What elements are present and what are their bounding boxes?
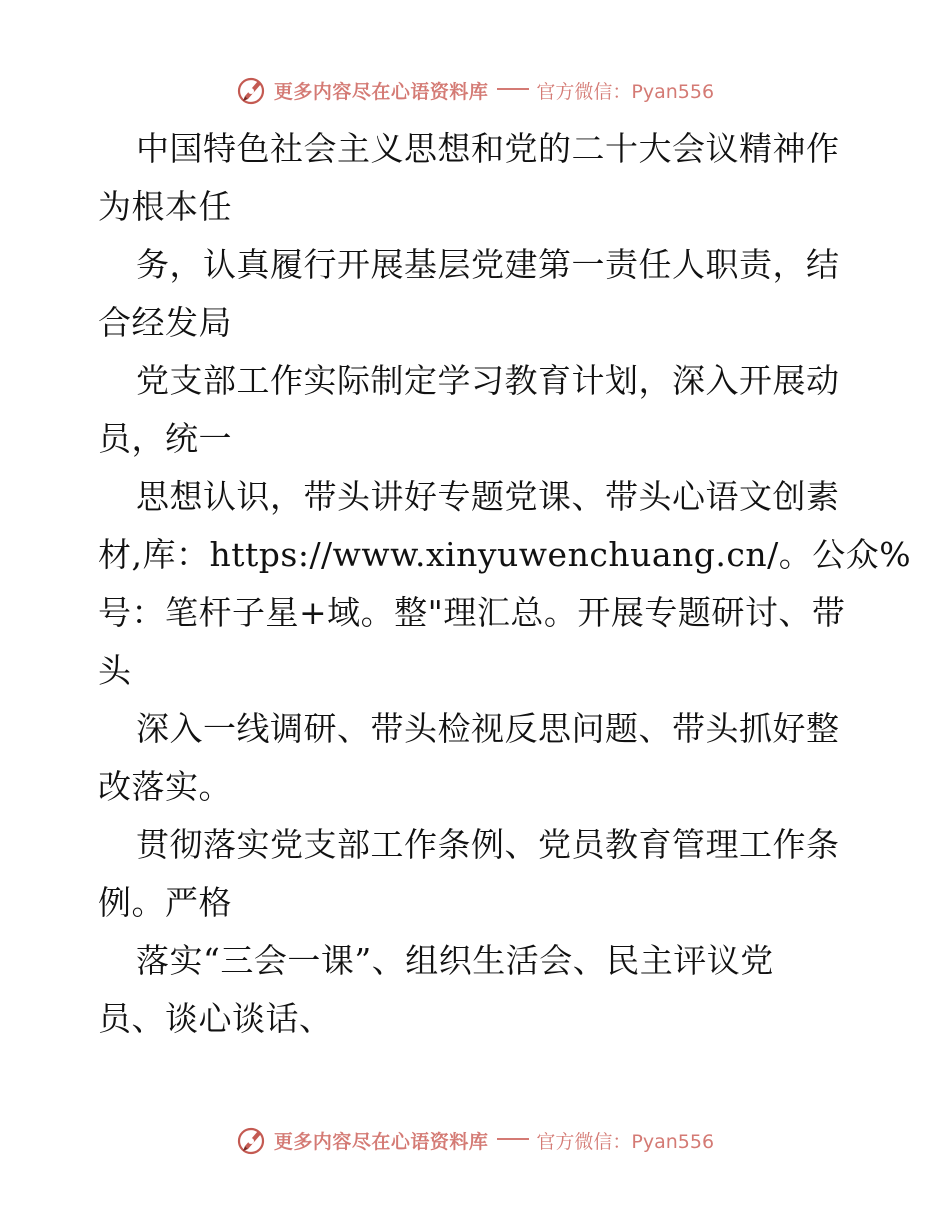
body-line: 落实“三会一课”、组织生活会、民主评议党 <box>136 941 774 980</box>
banner-contact-text: 官方微信：Pyan556 <box>536 1130 715 1153</box>
body-line: 党支部工作实际制定学习教育计划，深入开展动 <box>136 361 840 400</box>
banner-dash <box>497 88 529 90</box>
body-line: 改落实。 <box>98 767 232 806</box>
banner-contact-text: 官方微信：Pyan556 <box>536 80 715 103</box>
body-line: 员，统一 <box>98 419 232 458</box>
document-body <box>98 120 912 1048</box>
banner-brand-text: 更多内容尽在心语资料库 <box>273 1130 489 1153</box>
footer-watermark-banner <box>0 1120 950 1160</box>
header-watermark-banner <box>0 70 950 110</box>
body-line: 贯彻落实党支部工作条例、党员教育管理工作条 <box>136 825 840 864</box>
body-line: 例。严格 <box>98 883 232 922</box>
banner-brand-text: 更多内容尽在心语资料库 <box>273 80 489 103</box>
body-line: 为根本任 <box>98 187 232 226</box>
pen-circle-icon <box>236 74 268 106</box>
body-line: 合经发局 <box>98 303 232 342</box>
banner-dash <box>497 1138 529 1140</box>
body-line: 思想认识，带头讲好专题党课、带头心语文创素 <box>136 477 840 516</box>
body-line: 中国特色社会主义思想和党的二十大会议精神作 <box>136 129 840 168</box>
body-line: 材,库：https://www.xinyuwenchuang.cn/。公众% <box>98 535 912 574</box>
body-line: 员、谈心谈话、 <box>98 999 333 1038</box>
body-line: 头 <box>98 651 132 690</box>
body-line: 号：笔杆子星+域。整"理汇总。开展专题研讨、带 <box>98 593 846 632</box>
body-line: 深入一线调研、带头检视反思问题、带头抓好整 <box>136 709 840 748</box>
body-line: 务，认真履行开展基层党建第一责任人职责，结 <box>136 245 840 284</box>
pen-circle-icon <box>236 1124 268 1156</box>
